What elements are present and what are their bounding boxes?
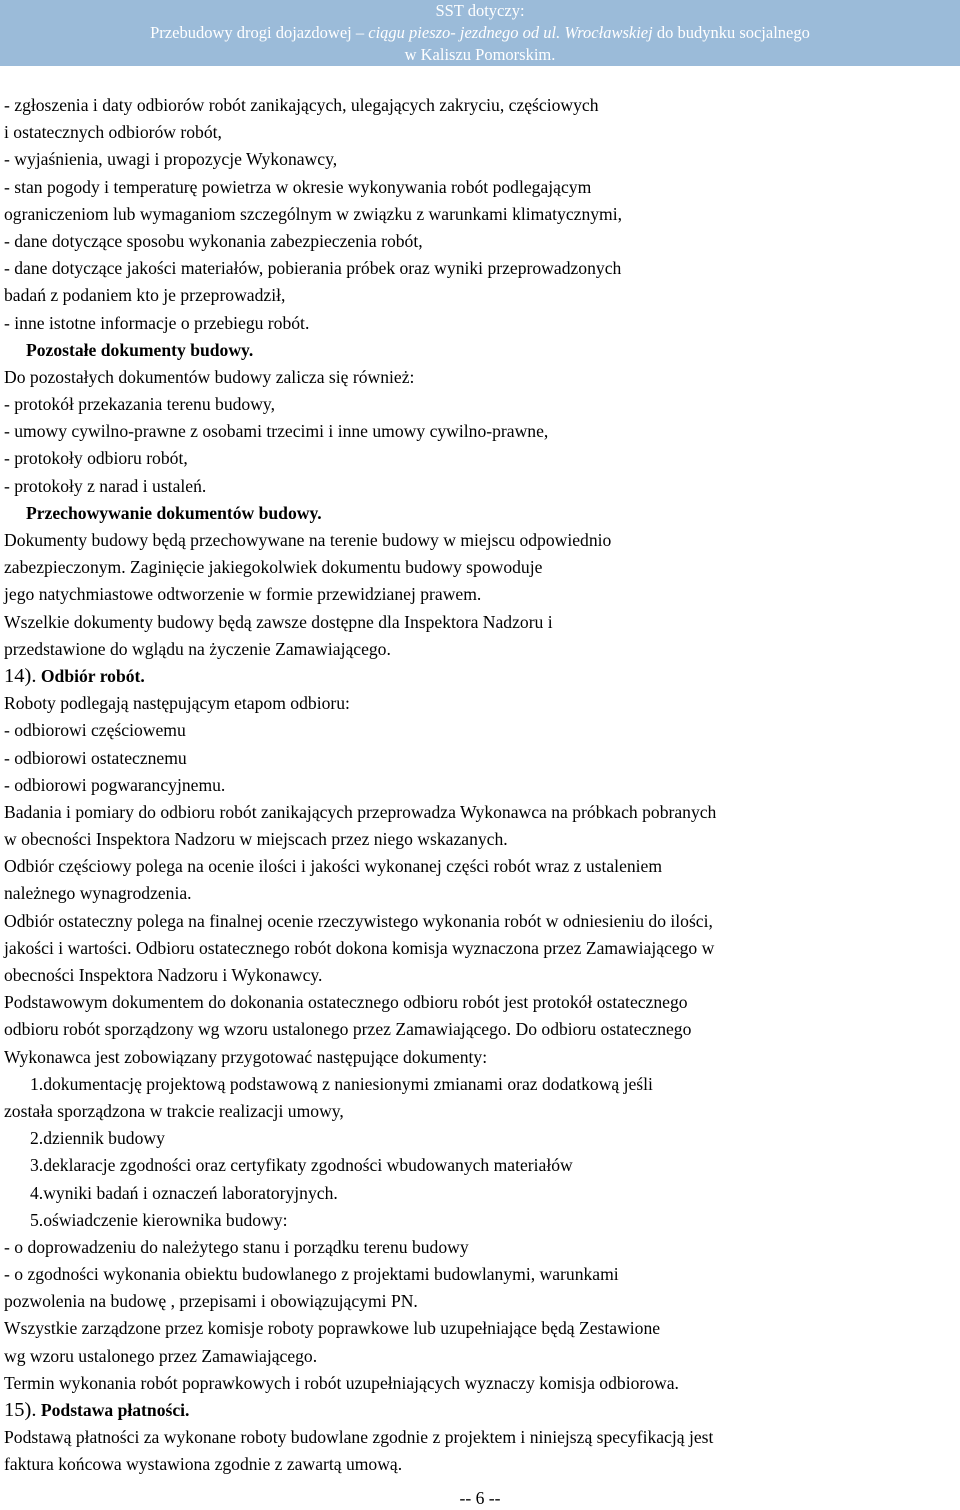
text-line: została sporządzona w trakcie realizacji umowy, [4, 1100, 344, 1121]
text-line: przedstawione do wglądu na życzenie Zamawiającego. [4, 638, 391, 659]
header-location: w Kaliszu Pomorskim. [404, 45, 556, 64]
page-number: -- 6 -- [459, 1488, 501, 1508]
text-line: Wszystkie zarządzone przez komisje roboty poprawkowe lub uzupełniające będą Zestawione [4, 1318, 661, 1339]
text-line: Wszelkie dokumenty budowy będą zawsze dostępne dla Inspektora Nadzoru i [4, 611, 553, 632]
text-line: jego natychmiastowe odtworzenie w formie przewidzianej prawem. [4, 584, 482, 605]
header-title: SST dotyczy: [435, 1, 525, 20]
section-title-14: Odbiór robót. [40, 665, 145, 686]
text-line: - umowy cywilno-prawne z osobami trzecimi i inne umowy cywilno-prawne, [4, 421, 549, 442]
text-line: w obecności Inspektora Nadzoru w miejscach przez niego wskazanych. [4, 829, 508, 850]
text-line: - odbiorowi ostatecznemu [4, 747, 187, 768]
header-subject [0, 22, 960, 44]
text-line: Podstawowym dokumentem do dokonania ostatecznego odbioru robót jest protokół ostatecznego [4, 992, 688, 1013]
section-heading-14 [4, 663, 956, 690]
text-line: Do pozostałych dokumentów budowy zalicza się również: [4, 366, 415, 387]
text-line: Wykonawca jest zobowiązany przygotować następujące dokumenty: [4, 1046, 488, 1067]
text-line: zabezpieczonym. Zaginięcie jakiegokolwiek dokumentu budowy spowoduje [4, 557, 543, 578]
section-title-15: Podstawa płatności. [40, 1400, 190, 1420]
section-heading-15 [4, 1397, 956, 1424]
text-line: - protokół przekazania terenu budowy, [4, 394, 275, 415]
text-line: jakości i wartości. Odbioru ostatecznego robót dokona komisja wyznaczona przez Zamawiającego w [4, 937, 715, 958]
list-item: 4.wyniki badań i oznaczeń laboratoryjnych. [30, 1182, 338, 1203]
text-line: faktura końcowa wystawiona zgodnie z zawartą umową. [4, 1454, 403, 1475]
document-header [0, 0, 960, 66]
text-line: - dane dotyczące sposobu wykonania zabezpieczenia robót, [4, 230, 423, 251]
text-line: - o doprowadzeniu do należytego stanu i porządku terenu budowy [4, 1236, 469, 1257]
text-line: Odbiór ostateczny polega na finalnej ocenie rzeczywistego wykonania robót w odniesieniu do ilości, [4, 910, 713, 931]
section-heading-storage: Przechowywanie dokumentów budowy. [26, 502, 322, 523]
text-line: Termin wykonania robót poprawkowych i robót uzupełniających wyznaczy komisja odbiorowa. [4, 1372, 679, 1393]
list-item: 3.deklaracje zgodności oraz certyfikaty zgodności wbudowanych materiałów [30, 1155, 573, 1176]
text-line: wg wzoru ustalonego przez Zamawiającego. [4, 1345, 318, 1366]
text-line: - protokoły odbioru robót, [4, 448, 188, 469]
text-line: należnego wynagrodzenia. [4, 883, 192, 904]
text-line: - o zgodności wykonania obiektu budowlanego z projektami budowlanymi, warunkami [4, 1264, 619, 1285]
text-line: i ostatecznych odbiorów robót, [4, 122, 222, 143]
text-line: - odbiorowi pogwarancyjnemu. [4, 774, 226, 795]
text-line: odbioru robót sporządzony wg wzoru ustalonego przez Zamawiającego. Do odbioru ostatecznego [4, 1019, 692, 1040]
section-number-14: 14). [4, 664, 37, 687]
list-item: 2.dziennik budowy [30, 1128, 165, 1149]
text-line: Badania i pomiary do odbioru robót zanikających przeprowadza Wykonawca na próbkach pobranych [4, 801, 717, 822]
header-subject-part1: Przebudowy drogi dojazdowej – [150, 23, 369, 42]
text-line: obecności Inspektora Nadzoru i Wykonawcy. [4, 965, 323, 985]
header-subject-part2: ciągu pieszo- jezdnego od ul. Wrocławskiej [368, 23, 653, 42]
text-line: Roboty podlegają następującym etapom odbioru: [4, 693, 350, 714]
text-line: - dane dotyczące jakości materiałów, pobierania próbek oraz wyniki przeprowadzonych [4, 258, 622, 279]
document-body [4, 92, 956, 1479]
list-item: 5.oświadczenie kierownika budowy: [30, 1209, 288, 1230]
header-subject-part3: do budynku socjalnego [652, 23, 810, 42]
list-item: 1.dokumentację projektową podstawową z naniesionymi zmianami oraz dodatkową jeśli [30, 1073, 653, 1094]
text-line: - stan pogody i temperaturę powietrza w okresie wykonywania robót podlegającym [4, 176, 592, 197]
section-number-15: 15). [4, 1399, 37, 1421]
text-line: badań z podaniem kto je przeprowadził, [4, 285, 286, 306]
section-heading-other-documents: Pozostałe dokumenty budowy. [26, 339, 254, 360]
text-line: - odbiorowi częściowemu [4, 720, 186, 741]
text-line: - zgłoszenia i daty odbiorów robót zanikających, ulegających zakryciu, częściowych [4, 95, 599, 115]
text-line: pozwolenia na budowę , przepisami i obowiązującymi PN. [4, 1291, 418, 1312]
text-line: Dokumenty budowy będą przechowywane na terenie budowy w miejscu odpowiednio [4, 530, 612, 550]
text-line: - inne istotne informacje o przebiegu robót. [4, 312, 310, 333]
text-line: Odbiór częściowy polega na ocenie ilości i jakości wykonanej części robót wraz z ustaleniem [4, 856, 663, 877]
text-line: Podstawą płatności za wykonane roboty budowlane zgodnie z projektem i niniejszą specyfikacją jest [4, 1427, 714, 1448]
text-line: - protokoły z narad i ustaleń. [4, 475, 207, 496]
text-line: ograniczeniom lub wymaganiom szczególnym w związku z warunkami klimatycznymi, [4, 203, 623, 224]
text-line: - wyjaśnienia, uwagi i propozycje Wykonawcy, [4, 149, 338, 170]
